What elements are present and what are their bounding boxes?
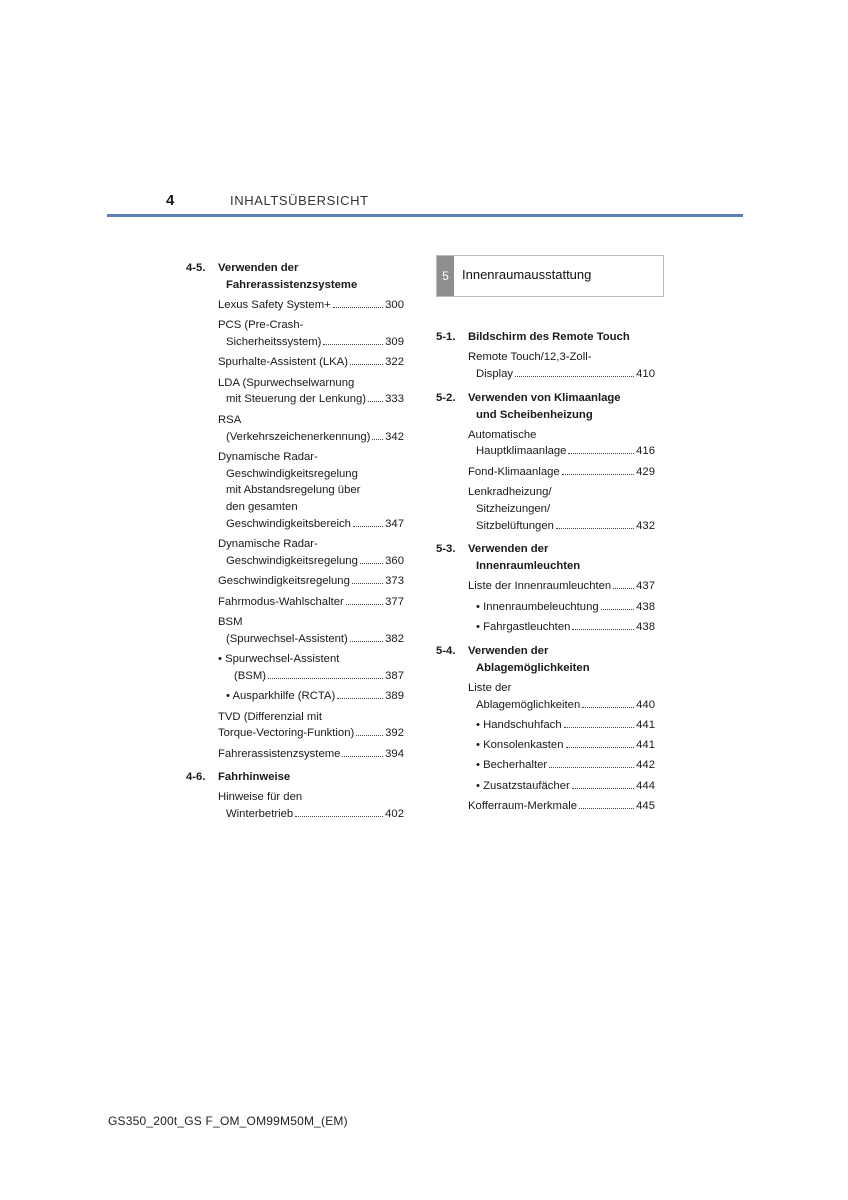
- entry-text: Torque-Vectoring-Funktion): [218, 727, 355, 740]
- entry-text: • Fahrgastleuchten: [476, 620, 571, 633]
- entry-leader-line: [468, 717, 655, 734]
- toc-entry[interactable]: [468, 578, 655, 595]
- entry-text: (BSM): [234, 669, 267, 682]
- entry-text-line: LDA (Spurwechselwarnung: [218, 376, 355, 389]
- dot-leader: [601, 609, 634, 610]
- entry-text-line: RSA: [218, 413, 242, 426]
- section-title-line: Verwenden der: [468, 543, 549, 556]
- dot-leader: [556, 528, 634, 529]
- section-title-line: Bildschirm des Remote Touch: [468, 331, 630, 343]
- page-number-ref: 300: [385, 299, 404, 311]
- dot-leader: [572, 788, 634, 789]
- section-heading[interactable]: [186, 260, 404, 294]
- entry-leader-line: [468, 737, 655, 754]
- page-number-ref: 392: [385, 727, 404, 740]
- dot-leader: [352, 583, 383, 584]
- entry-leader-line: [468, 778, 655, 795]
- toc-entry[interactable]: [218, 449, 404, 533]
- section-entries: [468, 349, 655, 383]
- toc-entry[interactable]: [218, 412, 404, 446]
- toc-entry[interactable]: [218, 789, 404, 823]
- entry-text: (Verkehrszeichenerkennung): [226, 430, 371, 443]
- toc-entry[interactable]: [218, 536, 404, 570]
- entry-text: Kofferraum-Merkmale: [468, 800, 578, 813]
- dot-leader: [568, 453, 634, 454]
- entry-leader-line: [468, 757, 655, 774]
- section-heading[interactable]: [436, 643, 655, 677]
- entry-text: Sicherheitssystem): [226, 336, 322, 349]
- toc-entry[interactable]: [468, 717, 655, 734]
- dot-leader: [342, 756, 383, 757]
- entry-text: • Konsolenkasten: [476, 739, 564, 752]
- page-number-ref: 373: [385, 575, 404, 588]
- page-number-ref: 445: [636, 800, 655, 813]
- section-title-line: und Scheibenheizung: [476, 408, 593, 421]
- toc-section: [436, 329, 655, 383]
- section-title-line: Verwenden der: [218, 262, 299, 274]
- page-header: [0, 192, 848, 222]
- entry-leader-line: [218, 806, 404, 823]
- page-number-ref: 438: [636, 620, 655, 633]
- page-number-ref: 442: [636, 759, 655, 772]
- toc-entry[interactable]: [468, 464, 655, 481]
- section-title-line: Ablagemöglichkeiten: [476, 661, 590, 674]
- page-number-ref: 402: [385, 808, 404, 821]
- dot-leader: [372, 439, 383, 440]
- page-number-ref: 342: [385, 430, 404, 443]
- toc-entry[interactable]: [468, 757, 655, 774]
- section-entries: [468, 427, 655, 535]
- toc-section: [436, 541, 655, 635]
- entry-text-line: mit Abstandsregelung über: [226, 484, 361, 497]
- page-number-ref: 438: [636, 600, 655, 613]
- dot-leader: [613, 588, 634, 589]
- page-number-ref: 322: [385, 356, 404, 369]
- dot-leader: [564, 727, 635, 728]
- entry-text-line: Lenkradheizung/: [468, 485, 552, 498]
- dot-leader: [562, 474, 634, 475]
- page-number-ref: 410: [636, 367, 655, 380]
- section-heading[interactable]: [436, 329, 655, 346]
- toc-section: [436, 643, 655, 815]
- toc-entry[interactable]: [218, 573, 404, 590]
- page-number-ref: 441: [636, 739, 655, 752]
- page-number-ref: 333: [385, 393, 404, 406]
- entry-text: Winterbetrieb: [226, 808, 294, 821]
- section-title-line: Fahrhinweise: [218, 771, 291, 784]
- toc-entry[interactable]: [218, 614, 404, 648]
- entry-text-line: Remote Touch/12,3-Zoll-: [468, 351, 592, 363]
- dot-leader: [579, 808, 634, 809]
- page-number-ref: 437: [636, 580, 655, 593]
- section-title-line: Innenraumleuchten: [476, 560, 581, 573]
- entry-text-line: Geschwindigkeitsregelung: [226, 467, 358, 480]
- dot-leader: [337, 698, 383, 699]
- chapter-title: Innenraumausstattung: [462, 267, 592, 282]
- section-heading[interactable]: [186, 769, 404, 786]
- toc-entry[interactable]: [468, 778, 655, 795]
- toc-entry[interactable]: [218, 317, 404, 351]
- dot-leader: [295, 816, 383, 817]
- toc-entry[interactable]: [468, 349, 655, 383]
- entry-leader-line: [468, 443, 655, 460]
- section-title: [468, 643, 655, 677]
- entry-leader-line: [468, 366, 655, 383]
- entry-text: • Innenraumbeleuchtung: [476, 600, 599, 613]
- entry-text-line: PCS (Pre-Crash-: [218, 319, 304, 332]
- toc-right-column: [436, 253, 655, 818]
- entry-text: Fahrerassistenzsysteme: [218, 747, 341, 760]
- dot-leader: [368, 401, 383, 402]
- entry-text: • Handschuhfach: [476, 718, 562, 731]
- toc-entry[interactable]: [218, 375, 404, 409]
- entry-text-line: Hinweise für den: [218, 791, 303, 804]
- section-number: 5-3.: [436, 543, 456, 556]
- entry-leader-line: [218, 668, 404, 685]
- section-title: [218, 260, 404, 294]
- entry-text: Hauptklimaanlage: [476, 445, 567, 458]
- page-number-ref: 440: [636, 698, 655, 711]
- page-number-ref: 432: [636, 519, 655, 532]
- section-title: [218, 769, 404, 786]
- toc-entry[interactable]: [468, 427, 655, 461]
- toc-entry[interactable]: [218, 688, 404, 705]
- dot-leader: [356, 735, 383, 736]
- entry-text: • Ausparkhilfe (RCTA): [226, 690, 336, 703]
- entry-leader-line: [468, 599, 655, 616]
- header-rule: [107, 214, 743, 217]
- entry-leader-line: [218, 297, 404, 314]
- section-title-line: Verwenden von Klimaanlage: [468, 391, 621, 404]
- toc-entry[interactable]: [218, 746, 404, 763]
- toc-entry[interactable]: [218, 709, 404, 743]
- page-number-ref: 444: [636, 779, 655, 792]
- entry-leader-line: [218, 516, 404, 533]
- page-number-ref: 309: [385, 336, 404, 349]
- entry-leader-line: [468, 697, 655, 714]
- page-number-ref: 441: [636, 718, 655, 731]
- entry-leader-line: [218, 631, 404, 648]
- toc-entry[interactable]: [218, 651, 404, 685]
- entry-leader-line: [218, 391, 404, 408]
- dot-leader: [360, 563, 383, 564]
- footer-code: GS350_200t_GS F_OM_OM99M50M_(EM): [108, 1114, 348, 1128]
- section-entries: [218, 789, 404, 823]
- entry-text: Sitzbelüftungen: [476, 519, 554, 532]
- entry-leader-line: [468, 619, 655, 636]
- section-title-line: Verwenden der: [468, 644, 549, 657]
- entry-text: Display: [476, 367, 514, 380]
- dot-leader: [582, 707, 634, 708]
- dot-leader: [333, 307, 383, 308]
- section-title: [468, 541, 655, 575]
- entry-text-line: TVD (Differenzial mit: [218, 710, 322, 723]
- dot-leader: [572, 629, 634, 630]
- toc-entry[interactable]: [218, 594, 404, 611]
- page-number: 4: [166, 192, 175, 209]
- entry-text: Geschwindigkeitsbereich: [226, 518, 351, 531]
- toc-section: [186, 769, 404, 823]
- toc-entry[interactable]: [468, 619, 655, 636]
- entry-leader-line: [218, 573, 404, 590]
- dot-leader: [323, 344, 383, 345]
- dot-leader: [350, 364, 383, 365]
- entry-leader-line: [468, 518, 655, 535]
- chapter-box[interactable]: [436, 255, 664, 297]
- section-number: 5-2.: [436, 391, 456, 404]
- section-entries: [218, 297, 404, 762]
- page-number-ref: 429: [636, 465, 655, 478]
- toc-entry[interactable]: [468, 484, 655, 534]
- dot-leader: [515, 376, 634, 377]
- right-sections: [436, 329, 655, 815]
- dot-leader: [268, 678, 383, 679]
- header-title: INHALTSÜBERSICHT: [230, 193, 369, 208]
- entry-text: • Becherhalter: [476, 759, 548, 772]
- dot-leader: [549, 767, 634, 768]
- entry-text-line: Dynamische Radar-: [218, 538, 318, 551]
- section-title: [468, 329, 655, 346]
- entry-text-line: BSM: [218, 616, 243, 629]
- section-entries: [468, 578, 655, 635]
- dot-leader: [350, 641, 383, 642]
- entry-text: mit Steuerung der Lenkung): [226, 393, 367, 406]
- entry-leader-line: [468, 578, 655, 595]
- section-title-line: Fahrerassistenzsysteme: [226, 279, 358, 291]
- entry-text: Liste der Innenraumleuchten: [468, 580, 612, 593]
- entry-text: Fond-Klimaanlage: [468, 465, 560, 478]
- page-number-ref: 382: [385, 632, 404, 645]
- entry-text-line: Automatische: [468, 428, 537, 441]
- entry-text-line: • Spurwechsel-Assistent: [218, 653, 340, 666]
- page-number-ref: 389: [385, 690, 404, 703]
- entry-text: Geschwindigkeitsregelung: [226, 555, 358, 568]
- entry-leader-line: [218, 688, 404, 705]
- section-number: 4-6.: [186, 771, 206, 784]
- toc-entry[interactable]: [468, 737, 655, 754]
- toc-entry[interactable]: [468, 798, 655, 815]
- toc-entry[interactable]: [218, 297, 404, 314]
- section-heading[interactable]: [436, 390, 655, 424]
- entry-text: Geschwindigkeitsregelung: [218, 575, 350, 588]
- entry-text: Lexus Safety System+: [218, 299, 331, 311]
- entry-leader-line: [468, 798, 655, 815]
- toc-left-column: [186, 253, 404, 827]
- section-title: [468, 390, 655, 424]
- section-heading[interactable]: [436, 541, 655, 575]
- section-number: 5-4.: [436, 644, 456, 657]
- entry-text-line: Sitzheizungen/: [476, 502, 551, 515]
- entry-text: • Zusatzstaufächer: [476, 779, 570, 792]
- entry-leader-line: [218, 725, 404, 742]
- entry-leader-line: [218, 334, 404, 351]
- page-number-ref: 360: [385, 555, 404, 568]
- dot-leader: [566, 747, 635, 748]
- entry-text-line: Liste der: [468, 681, 512, 694]
- dot-leader: [346, 604, 383, 605]
- entry-leader-line: [218, 354, 404, 371]
- section-number: 4-5.: [186, 262, 206, 274]
- dot-leader: [353, 526, 383, 527]
- page-number-ref: 377: [385, 595, 404, 608]
- entry-text: Spurhalte-Assistent (LKA): [218, 356, 348, 369]
- entry-leader-line: [218, 594, 404, 611]
- entry-leader-line: [468, 464, 655, 481]
- entry-text: Ablagemöglichkeiten: [476, 698, 581, 711]
- entry-text: (Spurwechsel-Assistent): [226, 632, 348, 645]
- section-entries: [468, 680, 655, 815]
- entry-leader-line: [218, 553, 404, 570]
- chapter-number: 5: [437, 256, 454, 296]
- entry-text-line: den gesamten: [226, 501, 298, 514]
- page-number-ref: 416: [636, 445, 655, 458]
- chapter-spacer: [436, 297, 655, 322]
- toc-section: [186, 260, 404, 762]
- page-number-ref: 347: [385, 518, 404, 531]
- page-number-ref: 394: [385, 747, 404, 760]
- entry-leader-line: [218, 746, 404, 763]
- entry-text-line: Dynamische Radar-: [218, 450, 318, 463]
- entry-leader-line: [218, 429, 404, 446]
- page-number-ref: 387: [385, 669, 404, 682]
- toc-entry[interactable]: [468, 680, 655, 714]
- entry-text: Fahrmodus-Wahlschalter: [218, 595, 344, 608]
- toc-entry[interactable]: [468, 599, 655, 616]
- toc-section: [436, 390, 655, 535]
- toc-entry[interactable]: [218, 354, 404, 371]
- section-number: 5-1.: [436, 331, 456, 343]
